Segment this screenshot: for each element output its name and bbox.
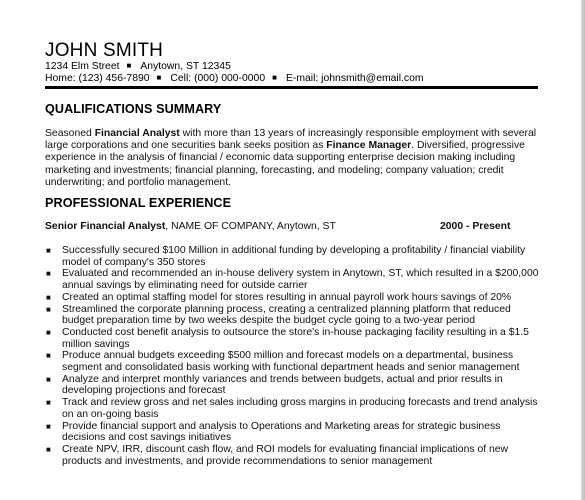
resume-name: JOHN SMITH: [45, 40, 164, 61]
bullet-text: Provide financial support and analysis to Operations and Marketing areas for strategic business decisions and cost savings initiatives: [62, 420, 501, 444]
qualifications-heading: QUALIFICATIONS SUMMARY: [45, 102, 222, 116]
bullet-icon: ■: [46, 421, 51, 431]
home-phone: Home: (123) 456-7890: [45, 73, 150, 84]
bullet-text: Conducted cost benefit analysis to outsource the store's in-house packaging facility resulting in a $1.5 million savings: [62, 326, 529, 350]
email-address: E-mail: johnsmith@email.com: [285, 73, 424, 84]
bullet-separator: ■: [156, 73, 162, 82]
bullet-text: Evaluated and recommended an in-house delivery system in Anytown, ST, which resulted in a $200,000 annual savings by eliminating need for outside carrier: [62, 268, 539, 292]
list-item: [45, 245, 545, 268]
cell-phone: Cell: (000) 000-0000: [170, 73, 266, 84]
address-city: Anytown, ST 12345: [140, 61, 231, 72]
bullet-icon: ■: [46, 246, 51, 255]
bullet-text: Produce annual budgets exceeding $500 million and forecast models on a departmental, business segment and consolidated basis working with functional department heads and senior management: [62, 350, 520, 374]
bullet-text: Analyze and interpret monthly variances and trends between budgets, actual and prior results in developing projections and forecast: [62, 373, 503, 397]
job-bullet-list: [45, 245, 545, 467]
bullet-text: Created an optimal staffing model for stores resulting in annual payroll work hours savings of 20%: [62, 291, 512, 303]
summary-text: with more than 13 years of increasingly responsible employment with several large corporations and one securities bank seeks position as: [45, 128, 537, 152]
bullet-separator: ■: [126, 61, 132, 70]
bullet-icon: ■: [46, 269, 51, 279]
bullet-icon: ■: [46, 398, 51, 408]
address-street: 1234 Elm Street: [45, 61, 120, 72]
qualifications-summary: [45, 128, 540, 189]
bullet-icon: ■: [46, 304, 51, 314]
list-item: [45, 304, 545, 327]
contact-address-line: [45, 61, 231, 72]
bullet-text: Successfully secured $100 Million in additional funding by developing a profitability / financial viability model of company's 350 stores: [62, 245, 526, 268]
bullet-separator: ■: [272, 73, 277, 82]
bullet-icon: ■: [46, 374, 51, 384]
list-item: [45, 350, 545, 373]
page-edge-shadow: [581, 0, 585, 500]
bullet-text: Create NPV, IRR, discount cash flow, and ROI models for evaluating financial implications of new products and investments, and provide recommendations to senior management: [62, 443, 509, 467]
summary-emphasis: Financial Analyst: [94, 128, 180, 139]
list-item: [45, 292, 545, 304]
summary-emphasis: Finance Manager: [326, 140, 412, 152]
bullet-text: Track and review gross and net sales including gross margins in producing forecasts and trend analysis on an on-going basis: [62, 397, 538, 420]
bullet-icon: ■: [46, 444, 51, 454]
bullet-text: Streamlined the corporate planning process, creating a centralized planning platform that reduced budget preparation time by two weeks despite the budget cycle going to a two-year period: [62, 303, 511, 327]
experience-heading: PROFESSIONAL EXPERIENCE: [45, 196, 232, 210]
list-item: [45, 444, 545, 467]
header-divider: [45, 86, 538, 89]
job-dates: 2000 - Present: [440, 221, 511, 232]
list-item: [45, 268, 545, 291]
job-company: , NAME OF COMPANY, Anytown, ST: [165, 221, 336, 232]
bullet-icon: ■: [46, 327, 51, 337]
contact-phone-line: [45, 73, 424, 84]
bullet-icon: ■: [46, 292, 51, 302]
list-item: [45, 327, 545, 350]
summary-text: . Diversified, progressive experience in the analysis of financial / economic data supporting enterprise decision making including marketing and investments; financial planning, forecasting, and modeling; company valuation; credit underwriting; and portfolio management.: [45, 140, 525, 188]
summary-text: Seasoned: [45, 128, 95, 139]
job-title: Senior Financial Analyst: [45, 221, 166, 232]
bullet-icon: ■: [46, 351, 51, 361]
list-item: [45, 374, 545, 397]
job-header: [45, 221, 545, 232]
list-item: [45, 421, 545, 444]
list-item: [45, 397, 545, 420]
